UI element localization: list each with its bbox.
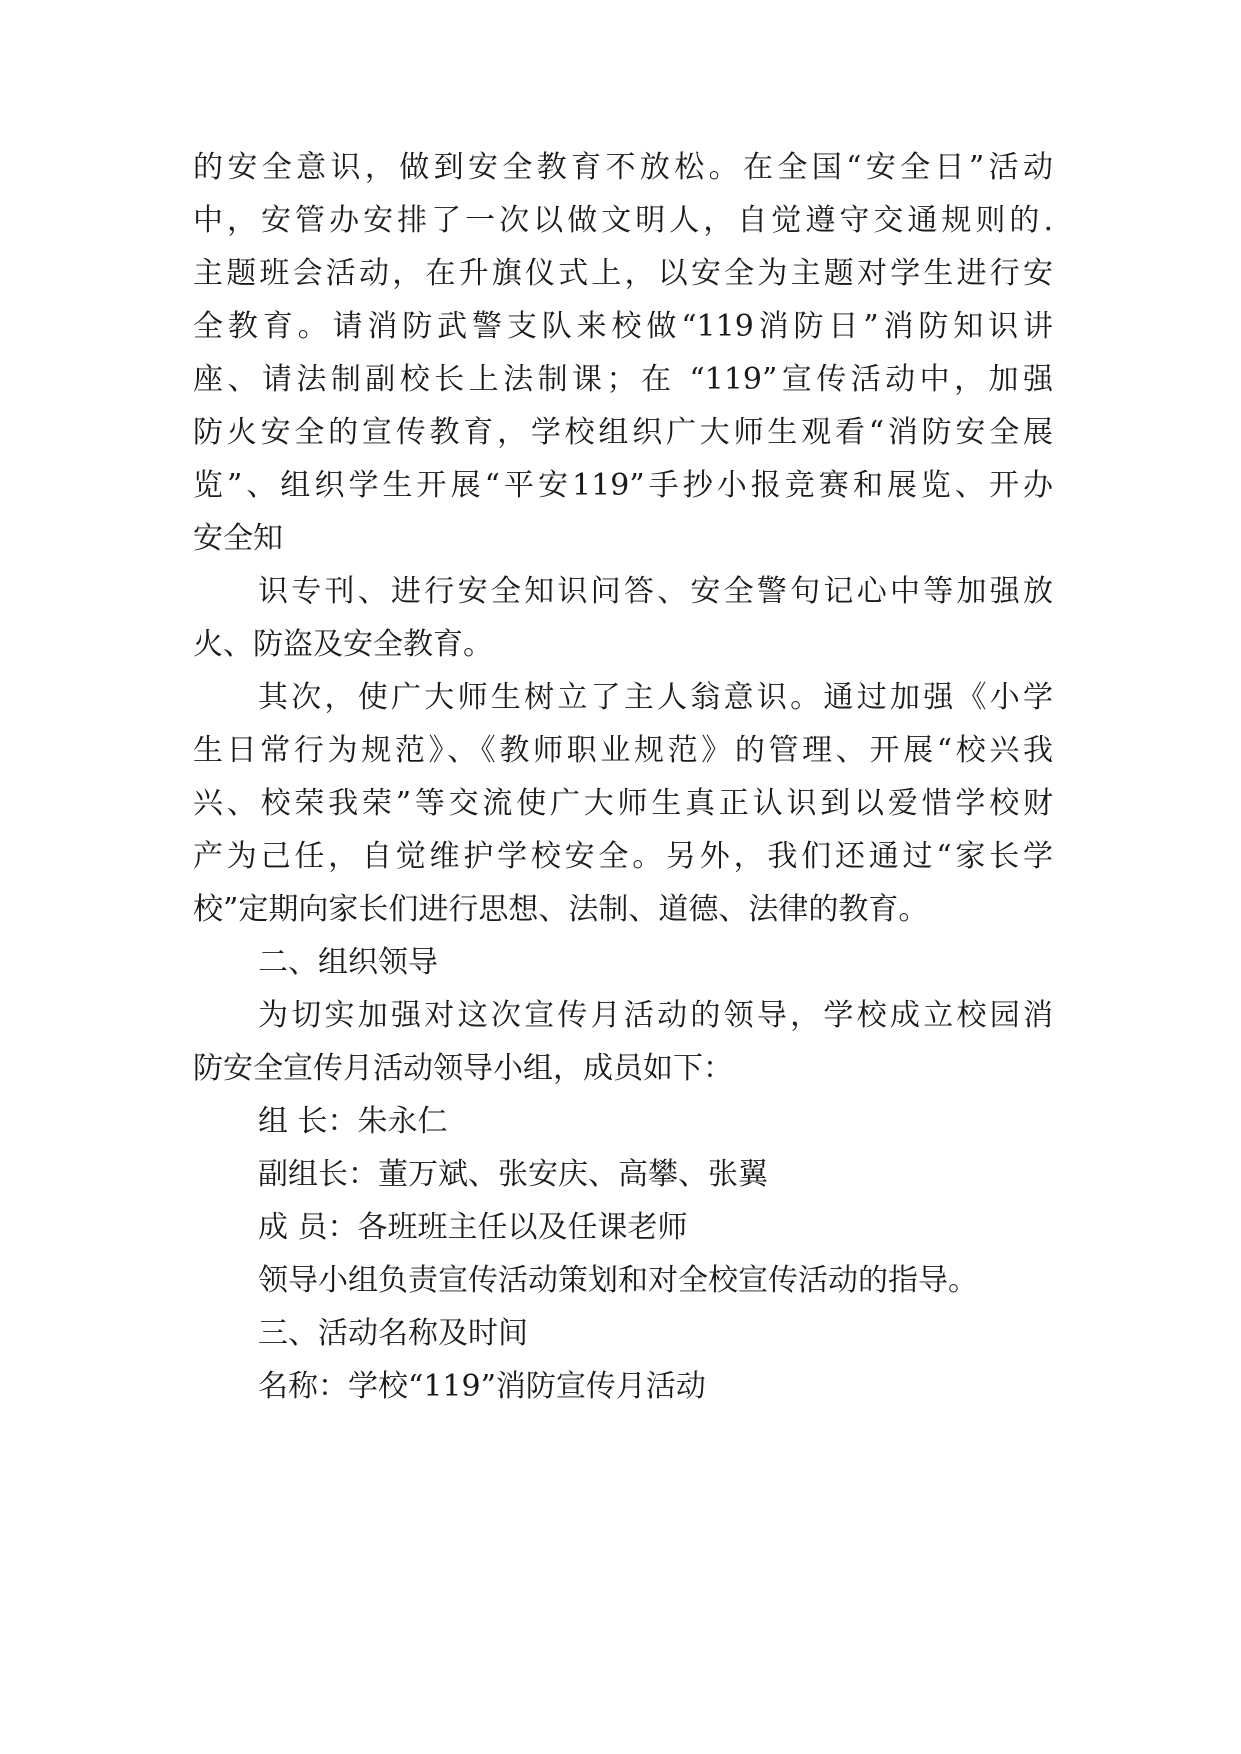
- paragraph-line: 防火安全的宣传教育，学校组织广大师生观看“消防安全展: [193, 415, 1053, 450]
- paragraph-line: 校”定期向家长们进行思想、法制、道德、法律的教育。: [193, 892, 929, 927]
- paragraph-line: 的安全意识，做到安全教育不放松。在全国“安全日”活动: [193, 150, 1053, 185]
- paragraph-line: 生日常行为规范》、《教师职业规范》的管理、开展“校兴我: [193, 733, 1053, 768]
- paragraph-line: 名称：学校“119”消防宣传月活动: [258, 1369, 706, 1404]
- paragraph-line: 兴、校荣我荣”等交流使广大师生真正认识到以爱惜学校财: [193, 786, 1053, 821]
- paragraph-line: 产为己任，自觉维护学校安全。另外，我们还通过“家长学: [193, 839, 1053, 874]
- paragraph-line: 全教育。请消防武警支队来校做“119消防日”消防知识讲: [193, 309, 1053, 344]
- section-heading: 三、活动名称及时间: [258, 1316, 528, 1351]
- paragraph-line: 防安全宣传月活动领导小组，成员如下：: [193, 1051, 733, 1086]
- paragraph-line: 识专刊、进行安全知识问答、安全警句记心中等加强放: [258, 574, 1053, 609]
- paragraph-line: 为切实加强对这次宣传月活动的领导，学校成立校园消: [258, 998, 1053, 1033]
- member-line: 成 员：各班班主任以及任课老师: [258, 1210, 688, 1245]
- member-line: 组 长：朱永仁: [258, 1104, 448, 1139]
- paragraph-line: 中，安管办安排了一次以做文明人，自觉遵守交通规则的.: [193, 203, 1053, 238]
- member-line: 副组长：董万斌、张安庆、高攀、张翼: [258, 1157, 768, 1192]
- paragraph-line: 安全知: [193, 521, 283, 556]
- paragraph-line: 主题班会活动，在升旗仪式上，以安全为主题对学生进行安: [193, 256, 1053, 291]
- paragraph-line: 座、请法制副校长上法制课；在 “119”宣传活动中，加强: [193, 362, 1053, 397]
- paragraph-line: 览”、组织学生开展“平安119”手抄小报竞赛和展览、开办: [193, 468, 1053, 503]
- section-heading: 二、组织领导: [258, 945, 438, 980]
- paragraph-line: 其次，使广大师生树立了主人翁意识。通过加强《小学: [258, 680, 1053, 715]
- paragraph-line: 火、防盗及安全教育。: [193, 627, 493, 662]
- paragraph-line: 领导小组负责宣传活动策划和对全校宣传活动的指导。: [258, 1263, 978, 1298]
